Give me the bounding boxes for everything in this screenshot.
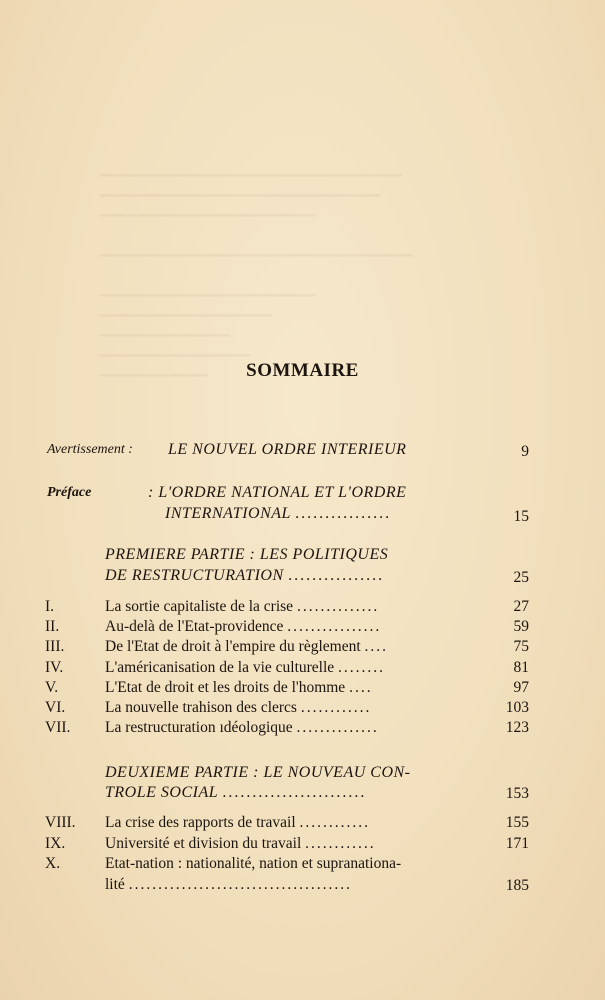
leader-dots: ................: [288, 567, 385, 584]
chapter-page: 171: [505, 834, 529, 852]
bleed-through-text: ▁▁▁▁▁▁▁▁▁▁▁▁▁▁▁▁▁▁▁▁▁▁▁▁▁▁▁▁ ▁▁▁▁▁▁▁▁▁▁▁▁▁▁▁▁▁▁▁▁▁▁▁▁▁▁ ▁▁▁▁▁▁▁▁▁▁▁▁▁▁▁▁▁▁▁▁ ▁▁▁▁▁▁▁▁▁▁▁▁▁▁▁▁▁▁▁▁▁▁▁▁▁▁▁▁▁ ▁▁▁▁▁▁▁▁▁▁▁▁▁▁▁▁▁▁▁▁ ▁▁▁▁▁▁▁▁▁▁▁▁▁▁▁▁ ▁▁▁▁▁▁▁▁▁▁▁▁ ▁▁▁▁▁▁▁▁▁▁▁▁▁▁ ▁▁▁▁▁▁▁▁▁▁: [100, 162, 413, 377]
leader-dots: ........: [338, 658, 386, 676]
part2-page: 153: [505, 785, 529, 802]
part2-title-line2-text: TROLE SOCIAL: [105, 784, 218, 801]
chapter-title-text: La sortie capitaliste de la crise: [105, 598, 294, 615]
part1-title-line1: PREMIERE PARTIE : LES POLITIQUES: [105, 546, 389, 563]
avertissement-page: 9: [521, 443, 529, 460]
leader-dots: ....: [364, 638, 389, 656]
preface-title-line2: [165, 505, 391, 523]
chapter-title-text: De l'Etat de droit à l'empire du règlement: [105, 638, 361, 656]
part2-title-line2: [105, 784, 366, 802]
avertissement-label: Avertissement :: [47, 442, 133, 457]
chapter-page: 103: [505, 699, 529, 716]
chapter-title: [105, 679, 373, 697]
chapter-number: VIII.: [45, 814, 76, 831]
chapter-title-text: L'Etat de droit et les droits de l'homme: [105, 678, 346, 696]
leader-dots: ..............: [296, 719, 379, 737]
leader-dots: ............: [299, 814, 371, 831]
preface-title-line1: : L'ORDRE NATIONAL ET L'ORDRE: [148, 484, 407, 501]
leader-dots: ................: [287, 618, 382, 636]
leader-dots: ................: [295, 505, 392, 522]
chapter-title-text: L'américanisation de la vie culturelle: [105, 658, 335, 676]
chapter-page: 27: [513, 598, 529, 615]
leader-dots: ........................: [222, 784, 367, 801]
part1-title-line2-text: DE RESTRUCTURATION: [105, 567, 284, 584]
chapter-title: [105, 638, 388, 656]
leader-dots: ......................................: [128, 876, 352, 893]
chapter-title: [105, 855, 401, 873]
chapter-title: [105, 835, 376, 853]
chapter-page: 59: [513, 618, 529, 636]
chapter-number: I.: [45, 598, 55, 615]
chapter-title: [105, 814, 370, 832]
preface-page: 15: [513, 508, 529, 525]
leader-dots: ............: [300, 699, 372, 716]
part1-page: 25: [513, 569, 529, 586]
chapter-number: III.: [45, 638, 65, 656]
chapter-number: IV.: [45, 658, 64, 676]
part1-title-line2: [105, 567, 384, 585]
chapter-page: 75: [513, 638, 529, 656]
page-title: SOMMAIRE: [246, 360, 359, 381]
chapter-title: [105, 598, 379, 616]
chapter-page: 123: [505, 719, 529, 737]
chapter-number: X.: [45, 855, 61, 872]
chapter-number: V.: [45, 678, 59, 696]
chapter-title-text: La nouvelle trahison des clercs: [105, 699, 297, 716]
chapter-title: [105, 699, 371, 717]
chapter-title: [105, 659, 385, 677]
leader-dots: ............: [305, 834, 376, 852]
chapter-number: VI.: [45, 699, 66, 716]
chapter-page: 81: [513, 658, 529, 676]
part2-title-line1: DEUXIEME PARTIE : LE NOUVEAU CON-: [105, 764, 411, 781]
chapter-title-text: Etat-nation : nationalité, nation et supranationa-: [105, 855, 402, 872]
chapter-x-continuation-text: lité: [105, 876, 125, 893]
chapter-title: [105, 719, 379, 737]
avertissement-title: LE NOUVEL ORDRE INTERIEUR: [168, 441, 407, 458]
chapter-title-text: La crise des rapports de travail: [105, 814, 296, 831]
preface-title-line2-text: INTERNATIONAL: [165, 505, 291, 522]
chapter-x-continuation: [105, 876, 352, 894]
leader-dots: ..............: [296, 598, 380, 615]
chapter-page: 155: [505, 814, 529, 831]
chapter-page: 97: [513, 678, 529, 696]
chapter-number: VII.: [45, 719, 71, 737]
chapter-number: IX.: [45, 834, 66, 852]
preface-label: Préface: [47, 485, 92, 500]
chapter-title-text: Université et division du travail: [105, 834, 302, 852]
chapter-title-text: La restructuration ıdéologique: [105, 719, 293, 737]
chapter-x-page: 185: [505, 877, 529, 894]
chapter-title: [105, 618, 381, 636]
leader-dots: ....: [349, 678, 373, 696]
chapter-number: II.: [45, 618, 60, 636]
chapter-title-text: Au-delà de l'Etat-providence: [105, 618, 284, 636]
